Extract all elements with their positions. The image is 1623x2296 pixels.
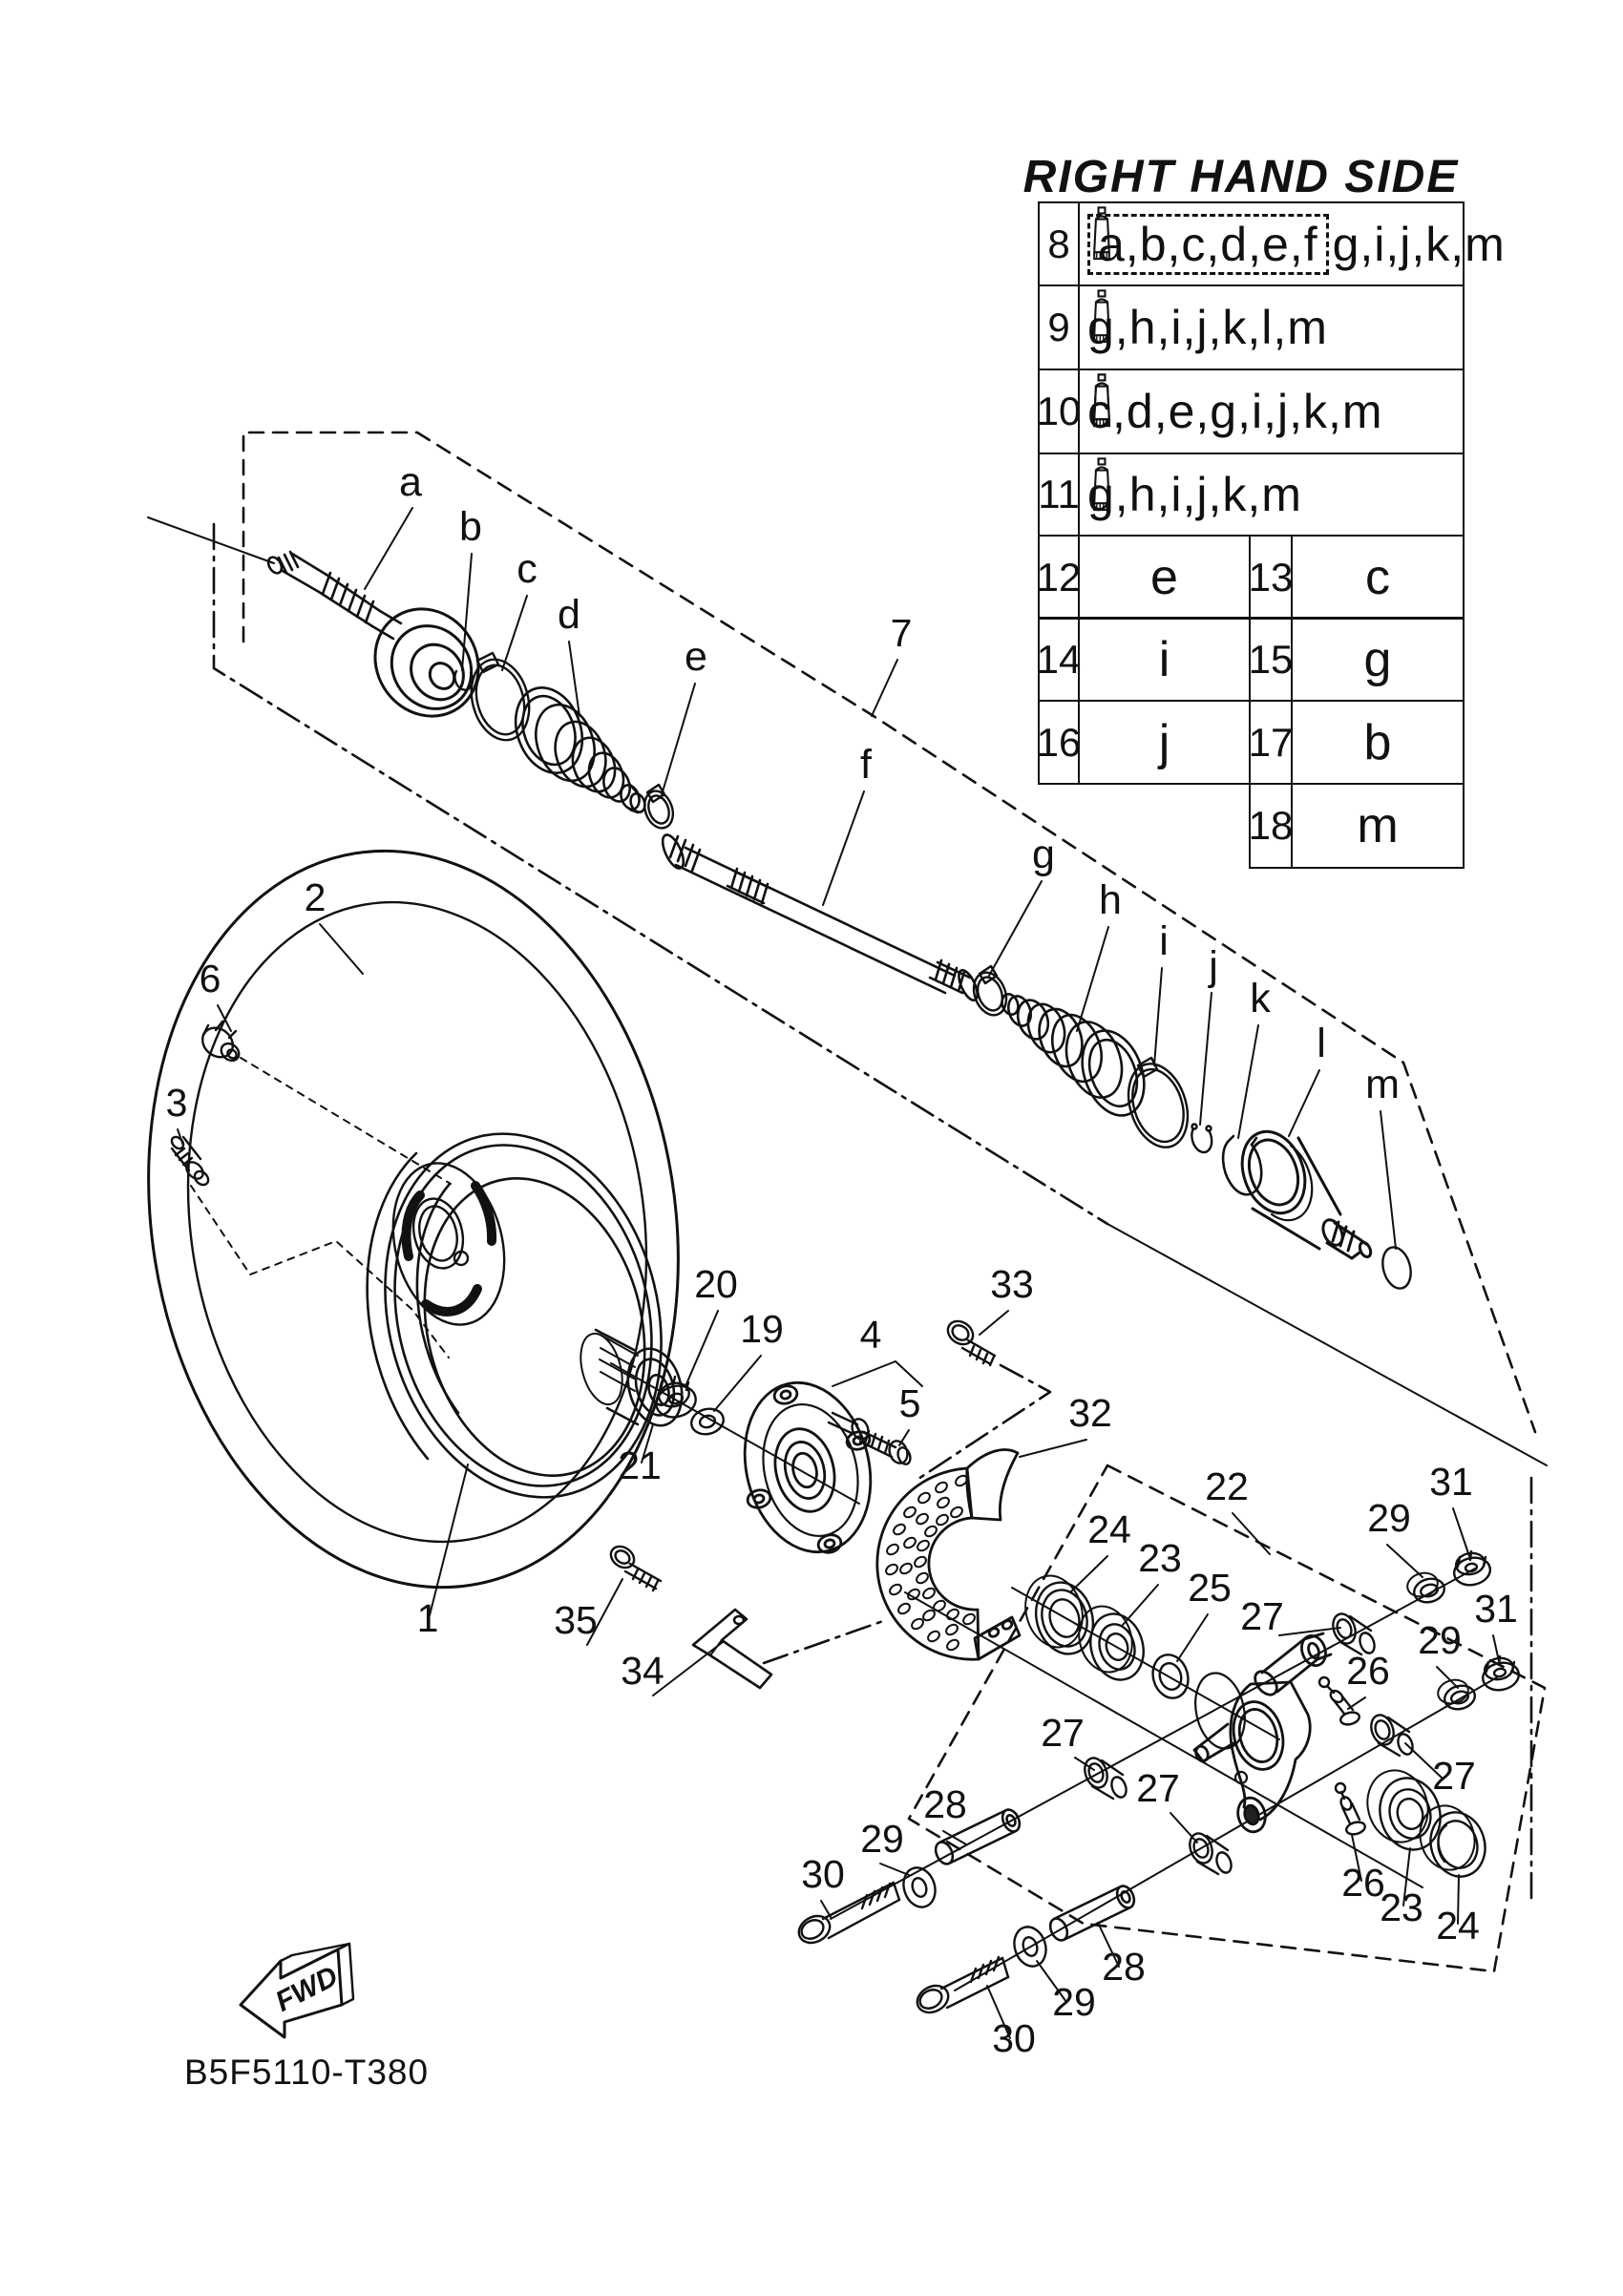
- callout-5: 5: [898, 1381, 921, 1425]
- callout-27a: 27: [1240, 1594, 1284, 1638]
- callout-31a: 31: [1429, 1460, 1473, 1504]
- letter-group: g,i,j,k,m: [1332, 217, 1506, 271]
- callout-e: e: [685, 634, 707, 680]
- pivot-washers-29: [898, 1864, 1050, 1970]
- callout-19: 19: [740, 1307, 784, 1351]
- cv-boot-inner: [504, 678, 647, 813]
- cv-boot-outer: [1000, 992, 1155, 1125]
- table-cell-num: 14: [1038, 617, 1080, 702]
- callout-20: 20: [694, 1262, 738, 1306]
- table-cell-value: g: [1291, 617, 1465, 702]
- callout-28a: 28: [923, 1782, 967, 1826]
- callout-2: 2: [304, 875, 327, 919]
- letter-group: g,h,i,j,k,l,m: [1087, 301, 1328, 354]
- callout-27c: 27: [1136, 1766, 1180, 1810]
- table-cell-letters: [1078, 369, 1465, 454]
- table-cell-value: i: [1078, 617, 1251, 702]
- brake-disc-guard: [877, 1450, 1020, 1660]
- callout-i: i: [1159, 918, 1169, 964]
- callout-h: h: [1099, 877, 1122, 923]
- callout-27d: 27: [1041, 1711, 1085, 1755]
- boxed-letter-group: a,b,c,d,e,f: [1087, 214, 1329, 275]
- grease-tube-icon: [1089, 454, 1114, 517]
- oil-seal-25: [1148, 1651, 1192, 1702]
- callout-32: 32: [1068, 1391, 1112, 1435]
- table-cell-num: 10: [1038, 369, 1080, 454]
- callout-24a: 24: [1087, 1507, 1131, 1551]
- table-cell-num: 12: [1038, 535, 1080, 620]
- callout-j: j: [1209, 943, 1218, 989]
- table-cell-num: 15: [1249, 617, 1293, 702]
- fwd-arrow-label: FWD: [270, 1960, 344, 2018]
- callout-26b: 26: [1341, 1861, 1385, 1905]
- callout-f: f: [860, 742, 872, 788]
- cv-axle-inner-stub: [265, 552, 401, 639]
- wheel-center-disc: [377, 1151, 520, 1337]
- callout-29a: 29: [1367, 1496, 1411, 1540]
- wheel-hub: [727, 1369, 888, 1566]
- letter-group: c,d,e,g,i,j,k,m: [1087, 385, 1383, 438]
- table-cell-value: j: [1078, 700, 1251, 785]
- callout-35: 35: [554, 1598, 598, 1642]
- boot-band-i: [1119, 1056, 1198, 1155]
- callout-31b: 31: [1474, 1587, 1518, 1631]
- table-cell-value: b: [1291, 700, 1465, 785]
- table-cell-value: c: [1291, 535, 1465, 620]
- letter-group: g,h,i,j,k,m: [1087, 468, 1302, 521]
- callout-29b: 29: [1418, 1618, 1462, 1662]
- pivot-bolts-30: [794, 1883, 1008, 2017]
- callout-26a: 26: [1346, 1649, 1390, 1693]
- pivot-collars-28: [933, 1807, 1138, 1944]
- guard-screw: [607, 1542, 661, 1590]
- table-cell-num: 8: [1038, 201, 1080, 286]
- table-cell-num: 17: [1249, 700, 1293, 785]
- table-cell-num: 16: [1038, 700, 1080, 785]
- callout-m: m: [1365, 1062, 1400, 1107]
- callout-a: a: [399, 459, 422, 505]
- steering-knuckle: [1189, 1632, 1331, 1835]
- callout-25: 25: [1188, 1566, 1232, 1610]
- grease-tube-icon: [1089, 203, 1114, 266]
- table-cell-letters: [1078, 453, 1465, 537]
- callout-d: d: [558, 592, 580, 638]
- axle-shaft: [659, 832, 981, 1002]
- boot-band-c: [463, 653, 537, 747]
- callout-30a: 30: [801, 1852, 845, 1896]
- page-title: RIGHT HAND SIDE: [1022, 152, 1460, 202]
- table-cell-num: 11: [1038, 453, 1080, 537]
- callout-29d: 29: [1052, 1980, 1096, 2024]
- callout-33: 33: [990, 1262, 1034, 1306]
- drawing-number: B5F5110-T380: [184, 2053, 430, 2092]
- caliper-bolt: [943, 1317, 995, 1365]
- callout-c: c: [516, 546, 537, 592]
- grease-tube-icon: [1089, 286, 1114, 349]
- table-cell-value: m: [1291, 783, 1465, 869]
- callout-23a: 23: [1138, 1536, 1182, 1580]
- table-cell-num: 13: [1249, 535, 1293, 620]
- guard-bracket: [693, 1610, 771, 1688]
- e-clip-j: [1191, 1125, 1212, 1153]
- wheel-nut: [197, 1022, 242, 1064]
- callout-k: k: [1250, 976, 1271, 1022]
- callout-1: 1: [416, 1596, 439, 1640]
- callout-7: 7: [890, 611, 913, 655]
- callout-30b: 30: [992, 2016, 1036, 2060]
- callout-21: 21: [618, 1443, 662, 1487]
- callout-b: b: [459, 504, 482, 550]
- callout-3: 3: [165, 1081, 188, 1125]
- callout-34: 34: [621, 1649, 664, 1693]
- callout-27b: 27: [1432, 1754, 1476, 1798]
- callout-4: 4: [859, 1313, 882, 1357]
- bearing-seal-24b: [1413, 1800, 1493, 1884]
- callout-28b: 28: [1102, 1945, 1146, 1989]
- callout-23b: 23: [1380, 1885, 1423, 1929]
- callout-6: 6: [199, 957, 221, 1001]
- table-cell-num: 18: [1249, 783, 1293, 869]
- callout-22: 22: [1205, 1464, 1249, 1508]
- callout-24b: 24: [1436, 1904, 1480, 1948]
- table-cell-num: 9: [1038, 284, 1080, 370]
- table-cell-letters: [1078, 201, 1506, 286]
- callout-29c: 29: [860, 1817, 904, 1861]
- callout-g: g: [1032, 832, 1055, 877]
- grease-tube-icon: [1089, 370, 1114, 433]
- boot-clamp-e: [640, 785, 678, 832]
- callout-l: l: [1317, 1021, 1326, 1066]
- end-cap-m: [1379, 1244, 1415, 1292]
- table-cell-letters: [1078, 284, 1465, 370]
- table-cell-value: e: [1078, 535, 1251, 620]
